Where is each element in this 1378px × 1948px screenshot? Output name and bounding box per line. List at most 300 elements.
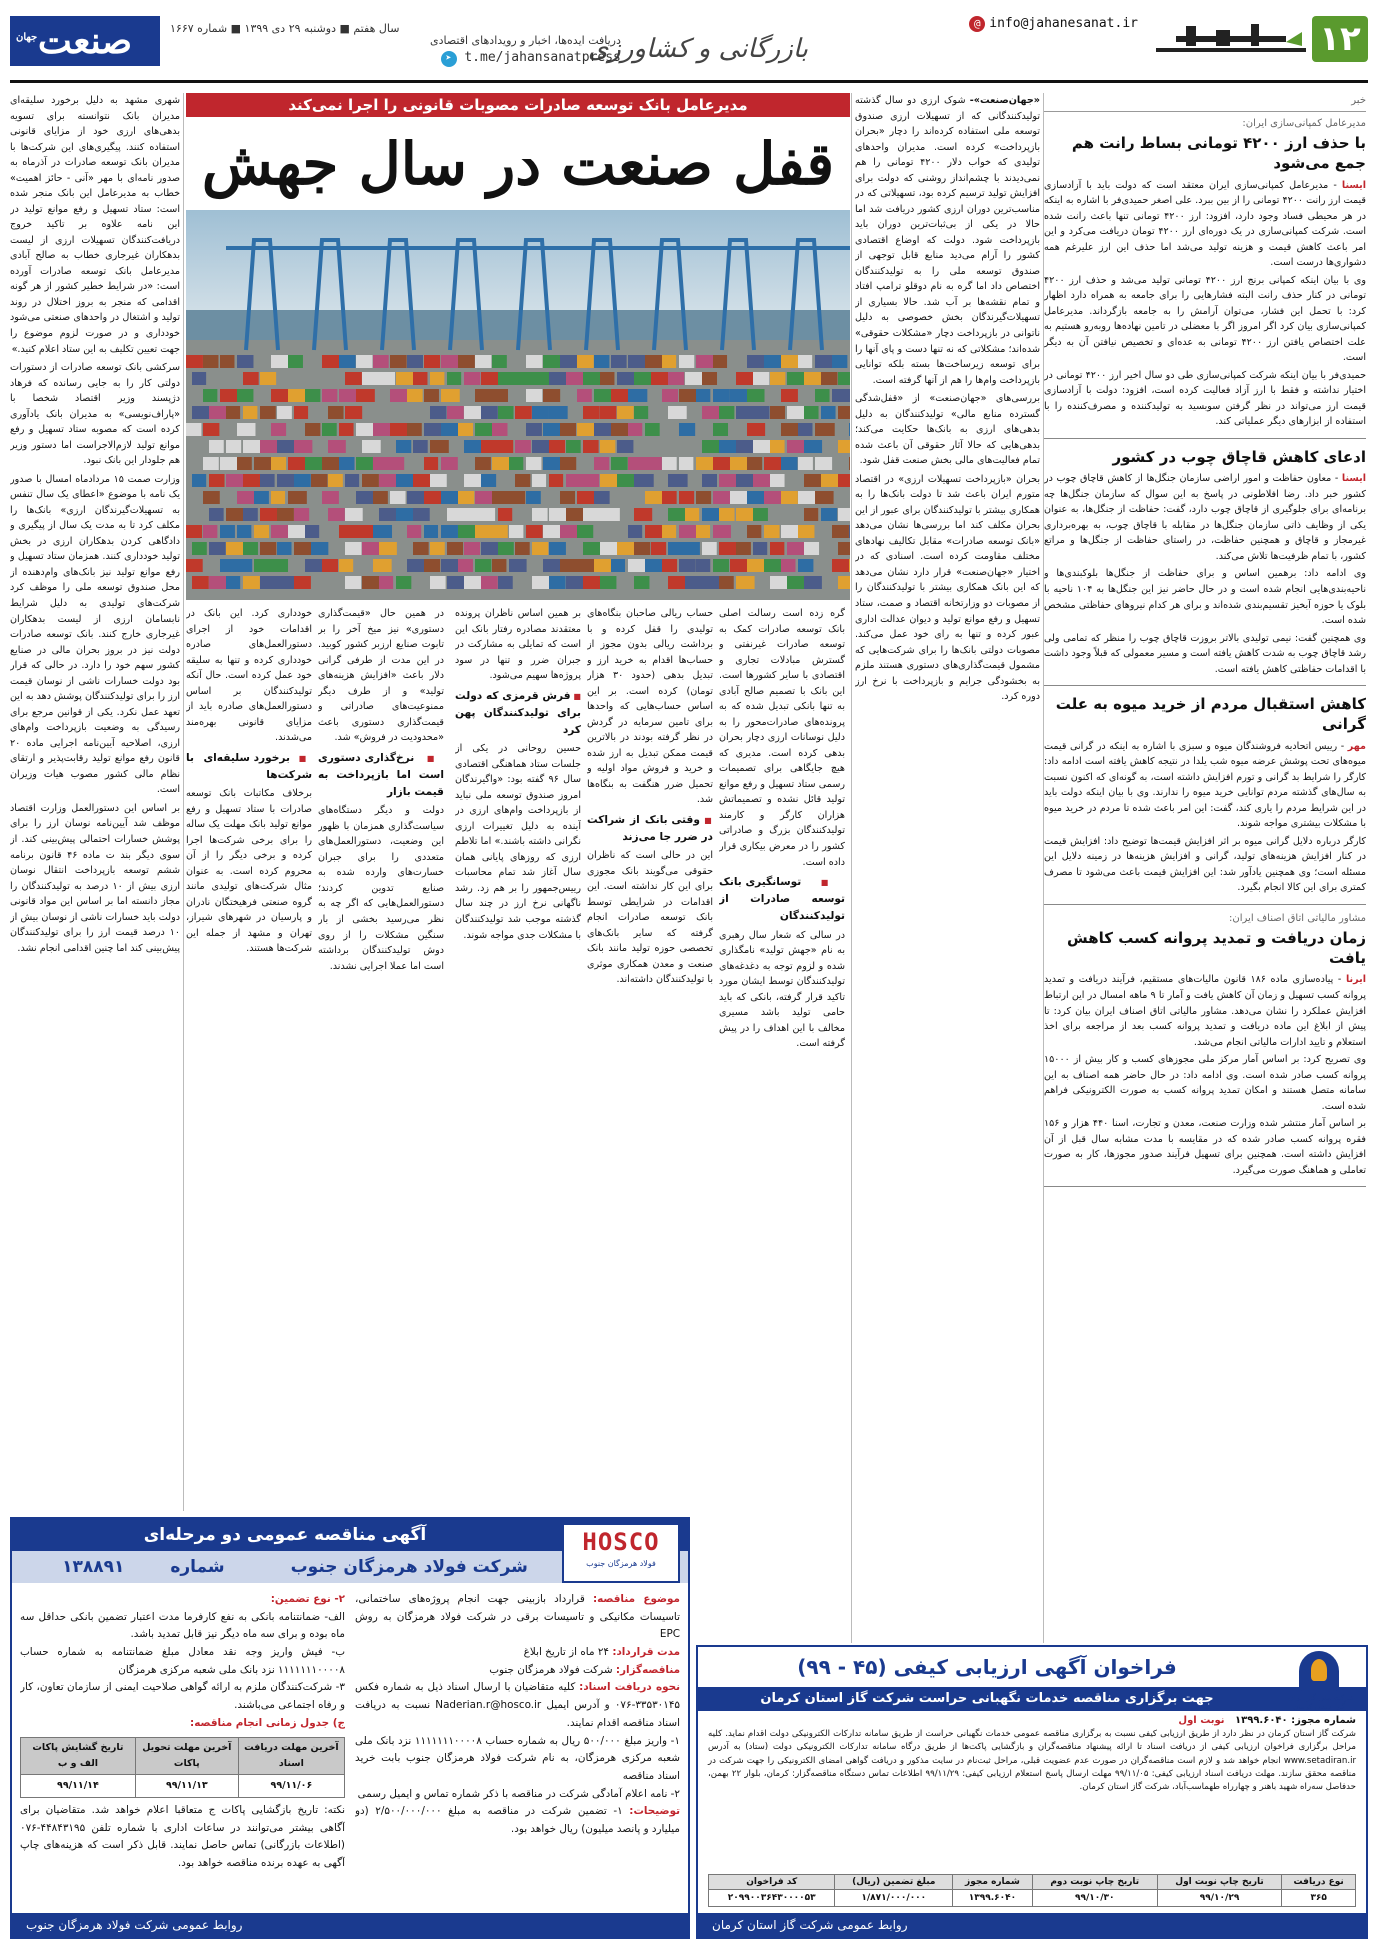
container-shape <box>798 559 813 572</box>
container-shape <box>634 474 654 487</box>
container-shape <box>277 440 295 453</box>
container-shape <box>413 508 430 521</box>
container-shape <box>543 457 560 470</box>
ad-footer: روابط عمومی شرکت فولاد هرمزگان جنوب <box>12 1913 688 1937</box>
container-shape <box>356 457 373 470</box>
container-shape <box>390 491 406 504</box>
container-shape <box>611 389 630 402</box>
container-shape <box>566 576 586 589</box>
container-shape <box>220 559 239 572</box>
container-shape <box>815 389 830 402</box>
tender-schedule-table <box>20 1737 345 1798</box>
container-shape <box>781 423 799 436</box>
container-shape <box>645 457 662 470</box>
container-shape <box>311 542 328 555</box>
container-shape <box>532 576 551 589</box>
container-shape <box>719 576 734 589</box>
container-shape <box>390 355 407 368</box>
brief-title: ادعای کاهش قاچاق چوب در کشور <box>1112 448 1366 466</box>
container-shape <box>679 525 699 538</box>
ad-column: ۲- نوع تضمین: الف- ضمانتنامه بانکی به نفع کارفرما مدت اعتبار تضمین بانکی حداقل سه ماه بوده و برای سه ماه دیگر نیز قابل تمدید باشد. ب- فیش واریز وجه نقد معادل مبلغ ضمانتنامه به شماره حساب ۱۱۱۱۱۱۱۰۰۰۰۸ نزد بانک ملی شعبه مرکزی هرمزگان ۳- شرکت‌کنندگان ملزم به ارائه گواهی صلاحیت ایمنی از سازمان تعاون، کار و رفاه اجتماعی می‌باشند. ج) جدول زمانی انجام مناقصه: آخرین مهلت دریافت اسناد آخرین مهلت تحویل پاکات تاریخ گشایش پاکات الف و ب ۹۹/۱۱/۰۶ ۹۹/۱۱/۱۳ ۹۹/۱۱/۱۴ نکته: تاریخ بازگشایی پاکات ج متعاقبا اعلام خواهد شد. متقاضیان برای آگاهی بیشتر می‌توانند در ساعات اداری با شماره تلفن ۴۴۸۴۳۱۹۵-۰۷۶ (اطلاعات بازرگانی) تماس حاصل نمایند. قابل ذکر است که هزینه‌های چاپ آگهی به عهده برنده مناقصه خواهد بود. <box>20 1593 345 1869</box>
container-shape <box>702 542 717 555</box>
container-shape <box>804 372 823 385</box>
container-shape <box>753 406 769 419</box>
page-number: ۱۲ <box>1312 16 1368 62</box>
container-shape <box>322 559 338 572</box>
container-shape <box>781 525 800 538</box>
container-shape <box>753 372 769 385</box>
table-header-cell: شماره مجوز <box>953 1875 1033 1890</box>
container-shape <box>260 542 276 555</box>
container-shape <box>464 576 483 589</box>
container-shape <box>379 508 398 521</box>
container-shape <box>764 491 782 504</box>
table-header-cell: آخرین مهلت تحویل پاکات <box>135 1737 238 1774</box>
container-shape <box>481 372 498 385</box>
container-shape <box>526 525 543 538</box>
container-shape <box>294 406 308 419</box>
story-kicker: مدیرعامل بانک توسعه صادرات مصوبات قانونی را اجرا نمی‌کند <box>186 93 850 117</box>
container-shape <box>594 491 610 504</box>
body-column-4: در همین حال «قیمت‌گذاری دستوری» نیز میخ آخر را بر تابوت صنایع ارزبر کشور کوبید. در این مدت از طرفی گرانی دلار باعث «افزایش هزینه‌های تولید» و از طرف دیگر ممنوعیت‌های صادراتی و قیمت‌گذاری دستوری باعث «محدودیت در فروش» شد. ■ نرخ‌گذاری دستوری است اما بازپرداخت به قیمت بازار دولت و دیگر دستگاه‌های سیاست‌گذاری همزمان با ظهور این وضعیت، دستورالعمل‌های متعددی را برای جبران خسارت‌های وارده شده به صنایع تدوین کردند؛ دستورالعمل‌هایی که اگر چه به نظر می‌رسید بخشی از بار سنگین مشکلات را از روی دوش تولیدکنندگان برداشته است اما عملا اجرایی نشدند. <box>318 606 444 1511</box>
container-shape <box>815 423 835 436</box>
container-shape <box>305 525 319 538</box>
container-shape <box>271 525 291 538</box>
container-shape <box>702 440 719 453</box>
container-shape <box>679 559 696 572</box>
container-shape <box>481 542 498 555</box>
container-shape <box>662 355 676 368</box>
ad-text: شرکت گاز استان کرمان در نظر دارد از طریق ارزیابی کیفی نسبت به برگزاری مناقصه عمومی خدمات نگهبانی حراست از طریق سامانه تدارکات الکترونیکی دولت اقدام نماید. کلیه مراحل برگزاری فراخوان ارزیابی کیفی از دریافت اسناد تا ارائه پیشنهاد مناقصه‌گران و بازگشایی پاکت‌ها از طریق درگاه سامانه تدارکات الکترونیکی دولت (ستاد) به آدرس www.setadiran.ir انجام خواهد شد و لازم است مناقصه‌گران در صورت عدم عضویت قبلی، مراحل ثبت‌نام در سایت مذکور و دریافت گواهی امضای الکترونیکی را جهت شرکت در مناقصه محقق سازند. مهلت دریافت اسناد ارزیابی کیفی: ۹۹/۱۱/۰۵ مهلت ارسال پاسخ استعلام ارزیابی کیفی: ۹۹/۱۱/۲۹ اطلاعات تماس دستگاه مناقصه‌گزار: کرمان، بلوار ۲۲ بهمن، حدفاصل سه‌راه شهید باهنر و چهارراه طهماسب‌آباد، شرکت گاز استان کرمان. <box>708 1729 1356 1793</box>
container-shape <box>339 525 358 538</box>
container-shape <box>747 559 766 572</box>
container-shape <box>237 355 253 368</box>
container-shape <box>322 457 341 470</box>
body-column-2: حساب ریالی صاحبان بنگاه‌های تولیدی را قفل کرده و با برداشت ریالی بدون مجوز از حساب‌ها اقدام به خرید ارز و تبدیل بدهی (حدود ۳۰ هزار تومان) کرده است. بر این اساس حساب‌هایی که واحدها برای تامین سرمایه در گردش در نظر گرفته بودند در بالاترین قیمت ممکن تبدیل به ارز شده و خرید و فروش مواد اولیه و تحمیل ضرر هنگفت به بنگاه‌ها شد. ■ وقتی بانک از شراکت در ضرر جا می‌زند این در حالی است که ناظران حقوقی می‌گویند بانک مجوزی برای این کار نداشته است. این اقدامات در شرایطی توسط بانک توسعه صادرات انجام گرفته که سایر بانک‌های تخصصی حوزه تولید مانند بانک صنعت و معدن همکاری موثری با تولیدکنندگان داشته‌اند. <box>587 606 713 1511</box>
ad-item: الف- ضمانتنامه بانکی به نفع کارفرما مدت اعتبار تضمین بانکی حداقل سه ماه بوده و برای سه ماه دیگر نیز قابل تمدید باشد. <box>20 1610 345 1641</box>
container-shape <box>821 508 837 521</box>
container-shape <box>447 406 464 419</box>
container-shape <box>475 423 494 436</box>
table-cell: ۹۹/۱۰/۳۰ <box>1032 1890 1157 1907</box>
brief-paragraph: ایرنا - پیاده‌سازی ماده ۱۸۶ قانون مالیات‌های مستقیم، فرآیند دریافت و تمدید پروانه کسب تسهیل و زمان آن کاهش یافت و آمار تا ۹ ماهه امسال در این ارتباط افزایش عملکرد را نشان می‌دهد. مشاور مالیاتی اتاق اصناف ایران بیان کرد: تا پیش از ابلاغ این ماده دریافت و تمدید پروانه کسب بعد از مراجعه برای اخذ استعلام و تایید ادارات مالیاتی انجام می‌شد. <box>1044 974 1366 1048</box>
container-shape <box>464 474 481 487</box>
container-shape <box>362 542 381 555</box>
container-shape <box>192 372 206 385</box>
lead-column: «جهان‌صنعت»- شوک ارزی دو سال گذشته تولیدکنندگانی که از تسهیلات ارزی صندوق توسعه ملی استفاده کرده‌اند را دچار «بحران بازپرداخت» کرده است. مدیران واحدهای تولیدی که خواب دلار ۴۲۰۰ تومانی را هم نمی‌دیدند با چشم‌انداز روشنی که دولت برای افزایش تولید ترسیم کرده بود، تسهیلاتی که در مناسب‌ترین دوران ارزی کشور دریافت شد اما حالا در یکی از بی‌ثبات‌ترین دوران باید بازپرداخت شود. دولت که اوضاع اقتصادی کشور را آرام می‌دید منابع قابل توجهی از صندوق توسعه ملی را به تولیدکنندگان اختصاص داد اما گره به نام دوقلو ترامپ افتاد و تمام نقشه‌ها بر آب شد. حالا بسیاری از تسهیلات‌گیرندگان بخش خصوصی به دلیل ناتوانی در بازپرداخت دچار «مشکلات حقوقی» شده‌اند؛ مشکلاتی که نه تنها دست و پای آنها را برای توسعه زیرساخت‌ها بسته بلکه توانایی بازپرداخت وام‌ها را هم از آنها گرفته است. بررسی‌های «جهان‌صنعت» از «قفل‌شدگی گسترده منابع مالی» تولیدکنندگان به دلیل بدهی‌های ارزی به بانک‌ها حکایت می‌کند؛ بدهی‌هایی که حالا آثار حقوقی آن باعث شده تمام فعالیت‌های مالی بخش صنعت قفل شود. بحران «بازپرداخت تسهیلات ارزی» در اقتصاد متورم ایران باعث شد تا دولت بانک‌ها را به همکاری بیشتر با تولیدکنندگان برای عبور از این بحران مکلف کند اما بررسی‌ها نشان می‌دهد «بانک توسعه صادرات» مقابل تکالیف نهادهای مختلف مقاومت کرده است. اسنادی که در اختیار «جهان‌صنعت» قرار دارد نشان می‌دهد که این بانک همکاری بیشتر با تولیدکنندگان را از مصوبات دو وزارتخانه اقتصاد و صمت، ستاد تسهیل و رفع موانع تولید و دیوان عدالت اداری عبور کرده و تنها به رای خود عمل می‌کند. مصوبات دولتی بانک‌ها را برای شرکت‌هایی که مشمول قیمت‌گذاری‌های دستوری هستند ملزم به بخشودگی جرایم و بازپرداخت با نرخ ارز دوره کرد. <box>855 95 1040 703</box>
table-cell: ۹۹/۱۱/۱۴ <box>21 1774 136 1797</box>
brief-title: کاهش استقبال مردم از خرید میوه به علت گرانی <box>1055 695 1366 734</box>
container-shape <box>736 576 755 589</box>
container-shape <box>628 457 646 470</box>
container-shape <box>396 440 411 453</box>
container-shape <box>713 423 728 436</box>
container-shape <box>192 474 206 487</box>
ad-item: ۲- نامه اعلام آمادگی شرکت در مناقصه با ذکر شماره تماس و ایمیل رسمی <box>357 1787 680 1800</box>
container-shape <box>747 491 766 504</box>
container-shape <box>634 406 648 419</box>
container-shape <box>645 525 664 538</box>
container-shape <box>600 542 620 555</box>
email-address[interactable]: @ info@jahanesanat.ir <box>969 16 1138 32</box>
container-shape <box>526 491 541 504</box>
container-shape <box>781 559 795 572</box>
container-shape <box>464 440 482 453</box>
container-shape <box>736 440 753 453</box>
container-shape <box>345 406 362 419</box>
container-shape <box>396 474 415 487</box>
container-shape <box>209 440 224 453</box>
container-shape <box>243 440 262 453</box>
container-shape <box>719 406 734 419</box>
column-divider <box>183 93 184 1511</box>
news-brief <box>1044 913 1366 1187</box>
container-shape <box>430 372 444 385</box>
table-cell: ۹۹/۱۱/۱۳ <box>135 1774 238 1797</box>
container-shape <box>447 576 467 589</box>
container-shape <box>815 491 834 504</box>
container-shape <box>696 457 714 470</box>
container-shape <box>226 440 241 453</box>
container-shape <box>424 355 440 368</box>
container-shape <box>220 355 234 368</box>
section-title: بازرگانی و کشاورزی <box>587 34 808 64</box>
table-header-cell: مبلغ تضمین (ریال) <box>835 1875 953 1890</box>
container-shape <box>379 576 393 589</box>
container-shape <box>560 559 577 572</box>
container-shape <box>600 406 616 419</box>
container-shape <box>226 576 240 589</box>
container-shape <box>770 406 785 419</box>
container-shape <box>345 542 362 555</box>
ad-company: شرکت فولاد هرمزگان جنوب شماره ۱۳۸۸۹۱ <box>12 1551 688 1583</box>
container-shape <box>600 508 620 521</box>
container-shape <box>356 525 376 538</box>
container-shape <box>713 525 731 538</box>
container-shape <box>849 559 850 572</box>
container-shape <box>441 525 458 538</box>
container-shape <box>577 389 592 402</box>
body-column-1: گره زده است رسالت اصلی بانک توسعه صادرات کمک به توسعه صادرات غیرنفتی و گسترش مبادلات تجاری و اقتصادی با سایر کشورها است. این بانک با تصمیم صالح آبادی به تنها بانکی تبدیل شده که به پرونده‌های صادرات‌محور را به دلیل نوسانات ارزی دچار بحران بدهی کرده است. مدیری که هیچ جایگاهی برای تصمیمات رسمی ستاد تسهیل و رفع موانع تولید قائل نشده و تصمیماتش هزاران کارگر و کارمند تولیدکنندگان بزرگ و صادراتی کشور را در معرض بیکاری قرار داده است. ■ توسانگیری بانک توسعه صادرات از تولیدکنندگان در سالی که شعار سال رهبری به نام «جهش تولید» نامگذاری شده و لزوم توجه به دغدغه‌های تولیدکنندگان توسط ایشان مورد تاکید قرار گرفته، بانکی که باید حامی تولید باشد مسیری مخالف با این اهداف را در پیش گرفته است. <box>719 606 845 1511</box>
container-shape <box>662 559 677 572</box>
container-shape <box>815 355 833 368</box>
container-shape <box>373 423 393 436</box>
container-shape <box>356 491 375 504</box>
container-shape <box>186 559 203 572</box>
brief-paragraph: کارگر درباره دلایل گرانی میوه بر اثر افزایش قیمت‌ها توضیح داد: افزایش قیمت در کنار افزایش هزینه‌های تولید، گرانی و افزایش هزینه‌ها در زمینه دلایل این مسئله است؛ وی همچنین یادآور شد: این افزایش قیمت باعث می‌شود تا مصرف کمتری برای این کالا انجام بگیرد. <box>1044 835 1366 894</box>
container-shape <box>328 406 344 419</box>
container-shape <box>356 355 373 368</box>
container-shape <box>526 457 541 470</box>
container-shape <box>475 389 493 402</box>
container-shape <box>226 542 246 555</box>
container-shape <box>838 508 850 521</box>
container-shape <box>781 457 798 470</box>
container-shape <box>787 406 805 419</box>
container-shape <box>339 559 353 572</box>
column-divider <box>851 93 852 1643</box>
container-shape <box>662 457 677 470</box>
container-shape <box>583 542 601 555</box>
container-shape <box>600 576 616 589</box>
container-shape <box>407 559 427 572</box>
table-header-cell: تاریخ چاپ نوبت اول <box>1157 1875 1282 1890</box>
container-shape <box>515 542 530 555</box>
container-shape <box>532 440 549 453</box>
body-column-3: بر همین اساس ناظران پرونده معتقدند مصادره رفتار بانک این است که تمایلی به مشارکت در جبران ضرر و تنها در سود پروژه‌ها سهیم می‌شود. ■ فرش قرمزی که دولت برای تولیدکنندگان پهن کرد حسین روحانی در یکی از جلسات ستاد هماهنگی اقتصادی سال ۹۶ گفته بود: «واگیرندگان امروز صندوق توسعه ملی نباید از بازپرداخت وام‌های ارزی در آینده به دلیل تغییرات ارزی نگرانی داشته باشند.» اما تلاطم ارزی که روزهای پایانی همان سال آغاز شد تمام محاسبات رییس‌جمهور را بر هم زد. رشد ناگهانی نرخ ارز در چند سال گذشته موجب شد تولیدکنندگان با مشکلات جدی مواجه شوند. <box>455 606 581 1511</box>
container-shape <box>424 559 440 572</box>
container-shape <box>322 389 337 402</box>
container-shape <box>713 491 730 504</box>
container-shape <box>481 508 495 521</box>
container-shape <box>645 423 660 436</box>
container-shape <box>260 440 277 453</box>
table-cell: ۱/۸۷۱/۰۰۰/۰۰۰ <box>835 1890 953 1907</box>
container-shape <box>441 559 461 572</box>
container-shape <box>838 474 850 487</box>
container-shape <box>679 389 698 402</box>
container-shape <box>328 474 343 487</box>
tender-ad-gas <box>696 1645 1368 1939</box>
container-shape <box>798 525 814 538</box>
ad-item: ج) جدول زمانی انجام مناقصه: <box>190 1716 345 1729</box>
table-header-cell: تاریخ گشایش پاکات الف و ب <box>21 1737 136 1774</box>
container-shape <box>379 542 397 555</box>
container-shape <box>821 372 838 385</box>
container-shape <box>685 542 700 555</box>
container-shape <box>662 389 678 402</box>
container-shape <box>651 372 670 385</box>
paper-logo: صنعت جهان <box>10 16 160 66</box>
ad-column <box>355 1591 680 1909</box>
table-cell: ۱۳۹۹.۶۰۴۰ <box>953 1890 1033 1907</box>
container-shape <box>322 491 339 504</box>
container-shape <box>226 406 240 419</box>
container-shape <box>549 576 566 589</box>
container-shape <box>339 423 354 436</box>
container-shape <box>668 406 687 419</box>
container-shape <box>628 559 647 572</box>
container-shape <box>838 406 850 419</box>
container-shape <box>379 474 399 487</box>
container-shape <box>515 474 530 487</box>
container-shape <box>430 406 446 419</box>
container-shape <box>804 508 818 521</box>
container-shape <box>696 559 710 572</box>
container-shape <box>634 576 649 589</box>
container-shape <box>186 423 201 436</box>
container-shape <box>764 457 783 470</box>
container-shape <box>413 372 427 385</box>
container-shape <box>481 576 498 589</box>
container-shape <box>413 440 428 453</box>
container-shape <box>192 576 209 589</box>
container-shape <box>577 525 593 538</box>
container-shape <box>447 542 463 555</box>
container-shape <box>764 355 782 368</box>
container-shape <box>498 372 517 385</box>
container-shape <box>787 372 806 385</box>
container-shape <box>498 508 512 521</box>
container-shape <box>543 525 562 538</box>
container-shape <box>617 440 633 453</box>
container-shape <box>203 457 219 470</box>
container-shape <box>736 474 754 487</box>
container-shape <box>583 440 599 453</box>
container-shape <box>821 474 840 487</box>
container-shape <box>424 491 442 504</box>
body-column-5: خودداری کرد. این بانک در اقدامات خود از اجرای دستورالعمل‌های صادره خودداری کرده و تنها به سلیقه خود عمل کرده است. حال آنکه تولیدکنندگان بر اساس دستورالعمل‌های صادره باید از مزایای قانونی بهره‌مند می‌شدند. ■ برخورد سلیقه‌ای با شرکت‌ها برخلاف مکاتبات بانک توسعه صادرات با ستاد تسهیل و رفع موانع تولید بانک مهلت یک ساله را برای برخی شرکت‌ها اجرا کرده و برخی دیگر را از آن محروم کرده است. به عنوان مثال شرکت‌های تولیدی مانند گروه صنعتی فرهیختگان نادران و پارسیان در شهرهای شیراز، تهران و مشهد از جمله این شرکت‌ها هستند. <box>186 606 312 1511</box>
container-shape <box>464 372 480 385</box>
container-shape <box>713 457 730 470</box>
container-shape <box>362 372 381 385</box>
container-shape <box>566 508 583 521</box>
container-shape <box>838 542 850 555</box>
container-shape <box>492 423 507 436</box>
container-shape <box>617 406 634 419</box>
container-shape <box>243 576 260 589</box>
container-shape <box>424 423 443 436</box>
container-shape <box>288 457 306 470</box>
container-shape <box>237 389 253 402</box>
container-shape <box>583 474 599 487</box>
container-shape <box>560 355 577 368</box>
telegram-promo[interactable]: دریافت ایده‌ها، اخبار و رویدادهای اقتصادی ➤ t.me/jahansanatpress <box>430 34 621 65</box>
subhead: ■ برخورد سلیقه‌ای با شرکت‌ها <box>186 750 312 784</box>
ad-item: نحوه دریافت اسناد: کلیه متقاضیان با ارسال اسناد ذیل به شماره فکس ۳۳۵۳۰۱۴۵-۰۷۶ و آدرس ایمیل Naderian.r@hosco.ir نسبت به دریافت اسناد مناقصه اقدام نمایند. <box>355 1681 680 1729</box>
container-shape <box>396 576 411 589</box>
flame-icon <box>1299 1651 1339 1691</box>
container-shape <box>458 491 474 504</box>
container-shape <box>532 508 548 521</box>
container-shape <box>390 423 408 436</box>
container-shape <box>696 355 714 368</box>
container-shape <box>781 355 800 368</box>
container-shape <box>515 372 534 385</box>
container-shape <box>679 457 693 470</box>
container-shape <box>498 542 514 555</box>
container-shape <box>628 423 642 436</box>
container-shape <box>804 576 822 589</box>
container-shape <box>271 355 288 368</box>
container-shape <box>566 440 581 453</box>
container-shape <box>566 474 584 487</box>
container-shape <box>583 372 601 385</box>
container-shape <box>679 355 694 368</box>
container-shape <box>430 440 449 453</box>
container-shape <box>464 542 480 555</box>
container-shape <box>413 542 429 555</box>
column-divider <box>1043 93 1044 1643</box>
ad-item: موضوع مناقصه: قرارداد بازبینی جهت انجام پروژه‌های ساختمانی، تاسیسات مکانیکی و تاسیسات برقی در شرکت فولاد هرمزگان به روش EPC <box>355 1593 680 1641</box>
container-shape <box>475 457 491 470</box>
container-shape <box>617 542 636 555</box>
container-shape <box>600 440 615 453</box>
brief-paragraph: وی ادامه داد: برهمین اساس و برای حفاظت از جنگل‌ها بلوکبندی‌ها و ناحیه‌بندی‌هایی انجام شده است و در حال حاضر نیز این جنگل‌ها به ۱۰۴ ناحیه با بلوک یا حوزه آبخیز تقسیم‌بندی شده‌اند و برای هر کدام نیروهای حفاظتی مشخص شده است. <box>1044 568 1366 627</box>
container-shape <box>220 389 237 402</box>
ad-item: ۱- واریز مبلغ ۵۰۰/۰۰۰ ریال به شماره حساب ۱۱۱۱۱۱۱۰۰۰۰۸ نزد بانک ملی شعبه مرکزی هرمزگان، به نام شرکت فولاد هرمزگان جنوب بابت خرید اسناد مناقصه <box>355 1734 680 1782</box>
container-shape <box>702 406 722 419</box>
container-shape <box>685 372 703 385</box>
container-shape <box>492 355 507 368</box>
container-shape <box>413 474 430 487</box>
container-shape <box>254 525 269 538</box>
container-shape <box>226 474 244 487</box>
container-shape <box>804 542 819 555</box>
container-shape <box>577 423 596 436</box>
container-shape <box>617 372 635 385</box>
table-header-cell: کد فراخوان <box>709 1875 835 1890</box>
container-shape <box>832 355 847 368</box>
container-shape <box>345 508 363 521</box>
container-shape <box>396 372 414 385</box>
container-shape <box>702 474 717 487</box>
container-shape <box>441 389 460 402</box>
container-shape <box>566 372 585 385</box>
container-shape <box>634 508 652 521</box>
container-shape <box>277 576 296 589</box>
container-shape <box>498 406 514 419</box>
container-shape <box>594 423 613 436</box>
news-brief <box>1044 694 1366 905</box>
container-shape <box>294 474 311 487</box>
container-shape <box>770 372 785 385</box>
container-shape <box>424 457 438 470</box>
container-shape <box>787 542 805 555</box>
container-shape <box>730 389 747 402</box>
container-shape <box>832 559 849 572</box>
left-column: شهری مشهد به دلیل برخورد سلیقه‌ای مدیران بانک نتوانسته برای تسویه بدهی‌های ارزی خود از مزایای قانونی استفاده کنند. پیگیری‌های این شرکت‌ها با مدیران بانک توسعه صادرات در آذرماه به صدور نامه‌ای با مهر «آنی - حائز اهمیت» خطاب به مدیرعامل این بانک منجر شده است: ستاد تسهیل و رفع موانع تولید در این نامه علاوه بر تاکید خروج دریافت‌کنندگان تسهیلات ارزی از لیست بدهکاران غیرجاری خطاب به صالح آبادی مدیرعامل بانک توسعه صادرات آورده است: «در شرایط خطیر کشور از هر گونه اقدامی که منجر به بروز اختلال در روند تولید و اشتغال در واحدهای صنعتی می‌شود خودداری و در صورت لزوم موضوع را جهت تعیین تکلیف به این ستاد اعلام کنید.» سرکشی بانک توسعه صادرات از دستورات دولتی کار را به جایی رسانده که فرهاد دژپسند وزیر اقتصاد شخصا با «پاراف‌نویسی» به مدیران بانک یادآوری کرده است که مصوبه ستاد تسهیل و رفع موانع تولید لازم‌الاجراست اما دستور وزیر هم جلودار این بانک نبود. وزارت صمت ۱۵ مردادماه امسال با صدور یک نامه با موضوع «اعطای یک سال تنفس به تسهیلات‌گیرندگان ارزی» بانک‌ها را مکلف کرد تا به مدت یک سال از پیگیری و دادگاهی کردن بدهکاران ارزی در بخش تولید خودداری کنند. همزمان ستاد تسهیل و رفع موانع تولید نیز بانک‌های وام‌دهنده از محل صندوق توسعه ملی را موظف کرد شرکت‌های تولیدی به دلیل شرایط نابسامان ارزی از لیست بدهکاران غیرجاری خارج کنند. بانک توسعه صادرات دولت نیز در بروز بحران مالی در صنایع کشور سهم خود را دارد. در حالی که قرار بود دولت خسارات ناشی از نوسان قیمت ارز را برای تولیدکنندگان پوشش دهد به این تعهد عمل نکرد. یکی از قوانین مرجع برای رسیدگی به وضعیت بازپرداخت وام‌های ارزی، اصلاحیه آیین‌نامه اجرایی ماده ۲۰ قانون رفع موانع تولید رقابت‌پذیر و ارتقای نظام مالی کشور مصوب هیات وزیران است. بر اساس این دستورالعمل وزارت اقتصاد موظف شد آیین‌نامه نوسان ارز را برای پوشش خسارات احتمالی پیش‌بینی کند. از سوی دیگر بند ت ماده ۴۶ قانون برنامه ششم توسعه بازپرداخت انتقال نوسان ارزی بیش از ۱۰ درصد به تولیدکنندگان را مجاز دانسته اما بر اساس این مواد قانونی دولت باید خسارات ناشی از نوسان بیش از ۱۰ درصد قیمت ارز را برای تولیدکنندگان پیش‌بینی کند اما چنین اقدامی انجام نشد. <box>10 95 180 954</box>
brief-tag: مشاور مالیاتی اتاق اصناف ایران: <box>1229 912 1366 924</box>
container-shape <box>396 508 413 521</box>
subhead: ■ نرخ‌گذاری دستوری است اما بازپرداخت به قیمت بازار <box>318 750 444 801</box>
news-brief <box>1044 447 1366 686</box>
container-shape <box>322 423 337 436</box>
container-shape <box>407 389 423 402</box>
ad-title: فراخوان آگهی ارزیابی کیفی (۴۵ - ۹۹) <box>797 1655 1177 1679</box>
container-shape <box>634 372 653 385</box>
brief-title: زمان دریافت و تمدید پروانه کسب کاهش یافت <box>1067 928 1366 968</box>
container-shape <box>560 457 576 470</box>
container-shape <box>702 576 722 589</box>
container-shape <box>277 406 292 419</box>
container-shape <box>288 525 306 538</box>
container-shape <box>464 508 482 521</box>
container-shape <box>209 406 228 419</box>
table-cell: ۳۶۵ <box>1282 1890 1356 1907</box>
container-shape <box>192 406 211 419</box>
container-shape <box>294 508 309 521</box>
container-shape <box>696 525 710 538</box>
container-shape <box>407 423 422 436</box>
container-shape <box>475 355 491 368</box>
container-shape <box>260 372 276 385</box>
container-shape <box>481 474 496 487</box>
container-shape <box>645 355 663 368</box>
container-shape <box>464 406 482 419</box>
container-shape <box>668 508 686 521</box>
container-shape <box>481 406 498 419</box>
brief-paragraph: ایسنا - معاون حفاظت و امور اراضی سازمان جنگل‌ها از کاهش قاچاق چوب در کشور خبر داد. رضا افلاطونی در پاسخ به این سوال که سازمان جنگل‌ها چه برنامه‌ای برای جلوگیری از قاچاق چوب دارد، گفت: حفاظت از جنگل‌ها، به عنوان یکی از وظایف ذاتی سازمان جنگل‌ها در مقابله با قاچاق چوب، به بهره‌برداری غیرمجاز و قاچاق و همچنین حفاظت، در راستای حفاظت از جنگل‌ها و مراتع کشور، با تمام ظرفیت‌ها تلاش می‌کند. <box>1044 473 1366 562</box>
container-shape <box>498 440 513 453</box>
container-shape <box>781 491 798 504</box>
container-shape <box>577 355 594 368</box>
container-shape <box>277 542 292 555</box>
container-shape <box>719 542 739 555</box>
container-shape <box>475 525 493 538</box>
container-shape <box>719 508 735 521</box>
container-shape <box>815 457 832 470</box>
